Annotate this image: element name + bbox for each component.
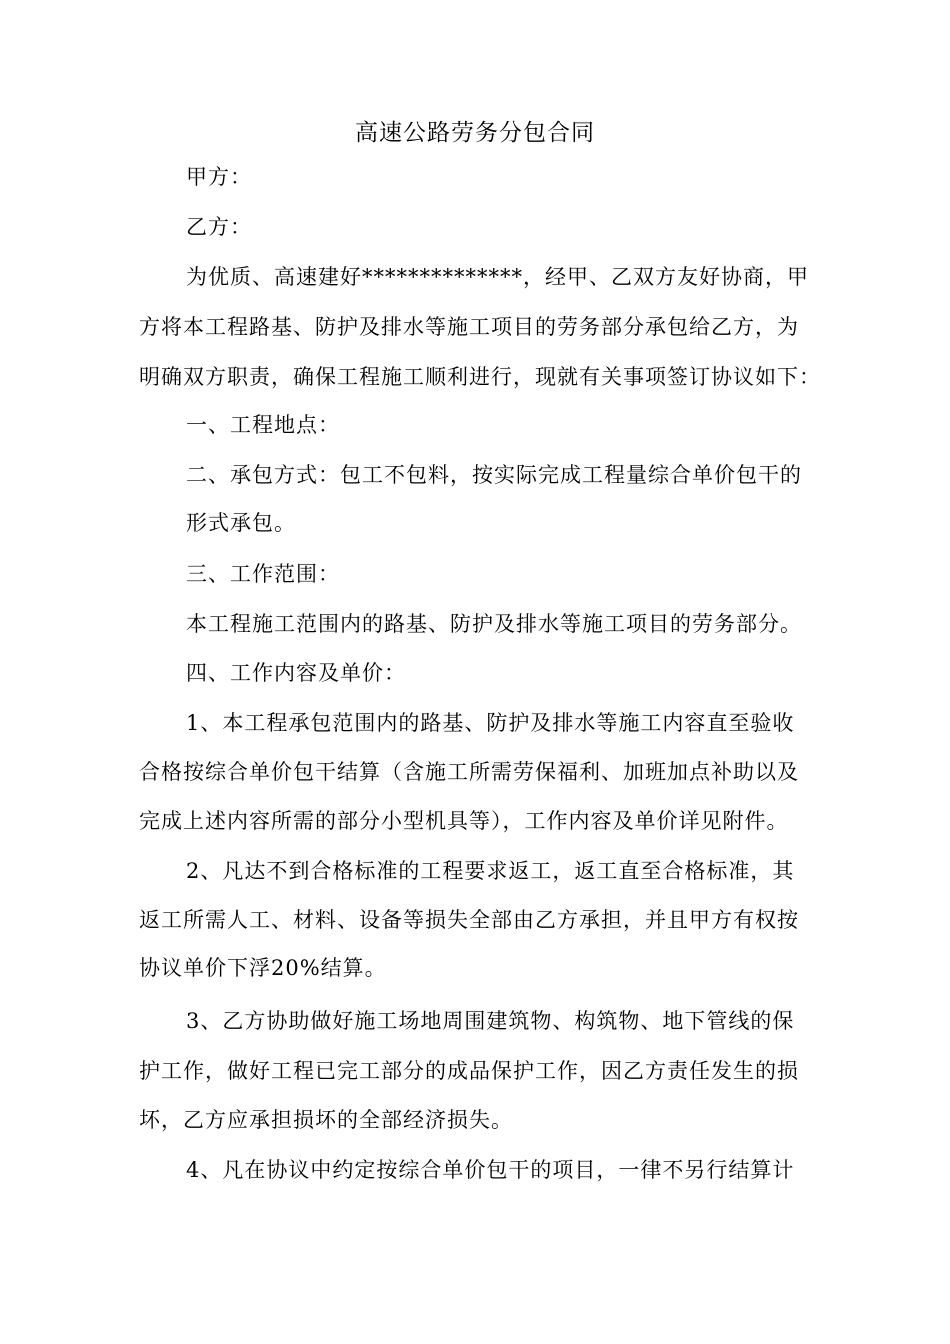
section-scope-body: 本工程施工范围内的路基、防护及排水等施工项目的劳务部分。 [186, 612, 802, 636]
section-heading-scope: 三、工作范围： [186, 562, 340, 586]
section-heading-location: 一、工程地点： [186, 413, 340, 437]
party-b-label: 乙方： [186, 215, 252, 239]
intro-line: 明确双方职责，确保工程施工顺利进行，现就有关事项签订协议如下： [139, 365, 821, 389]
clause-line: 合格按综合单价包干结算（含施工所需劳保福利、加班加点补助以及 [139, 760, 799, 784]
clause-line: 4、凡在协议中约定按综合单价包干的项目，一律不另行结算计 [186, 1158, 795, 1182]
clause-line: 完成上述内容所需的部分小型机具等），工作内容及单价详见附件。 [139, 809, 789, 833]
clause-line: 护工作，做好工程已完工部分的成品保护工作，因乙方责任发生的损 [139, 1059, 799, 1083]
intro-line: 方将本工程路基、防护及排水等施工项目的劳务部分承包给乙方，为 [139, 315, 799, 339]
clause-line: 返工所需人工、材料、设备等损失全部由乙方承担，并且甲方有权按 [139, 908, 799, 932]
clause-line: 坏，乙方应承担损坏的全部经济损失。 [139, 1108, 513, 1132]
document-title: 高速公路劳务分包合同 [355, 120, 595, 146]
clause-line: 3、乙方协助做好施工场地周围建筑物、构筑物、地下管线的保 [186, 1009, 795, 1033]
clause-line: 1、本工程承包范围内的路基、防护及排水等施工内容直至验收 [186, 711, 795, 735]
intro-line: 为优质、高速建好**************，经甲、乙双方友好协商，甲 [186, 265, 809, 289]
section-contract-method: 二、承包方式：包工不包料，按实际完成工程量综合单价包干的 [186, 463, 802, 487]
section-contract-method: 形式承包。 [186, 511, 296, 535]
section-heading-content-price: 四、工作内容及单价： [186, 661, 406, 685]
party-a-label: 甲方： [186, 165, 252, 189]
clause-line: 2、凡达不到合格标准的工程要求返工，返工直至合格标准，其 [186, 859, 795, 883]
clause-line: 协议单价下浮20%结算。 [139, 956, 387, 980]
